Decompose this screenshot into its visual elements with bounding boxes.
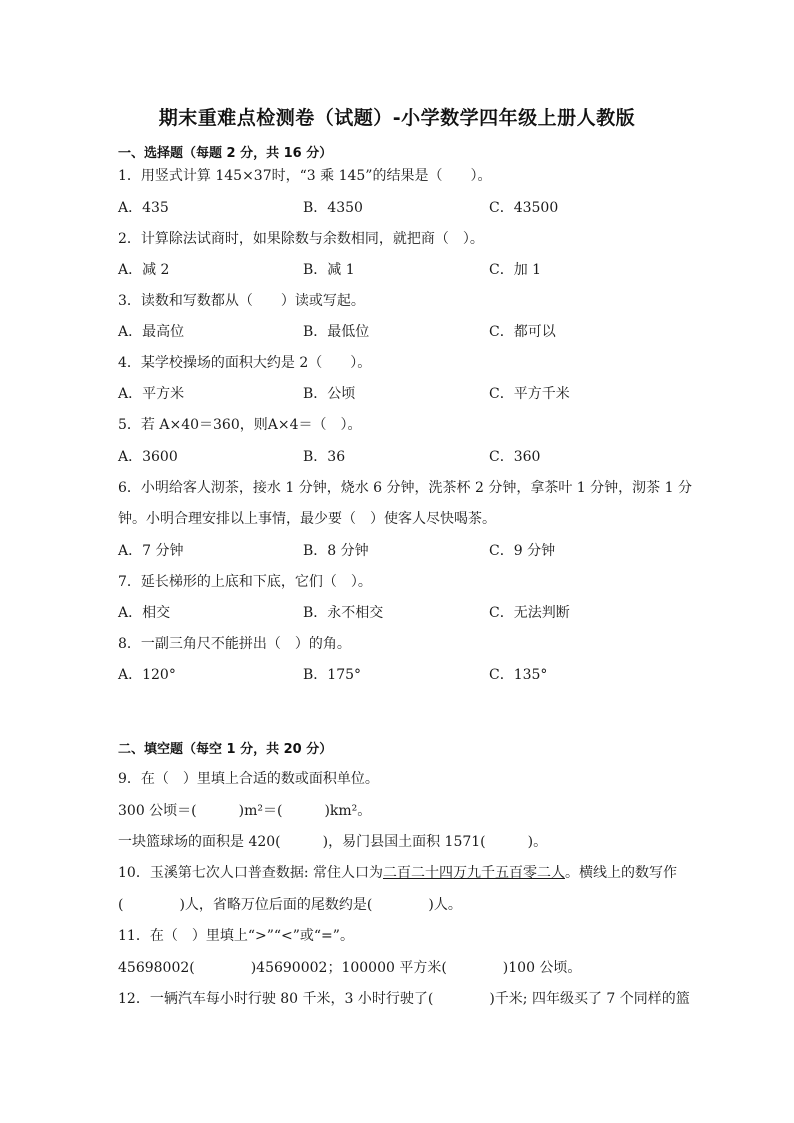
option-c: C．43500 — [489, 200, 559, 216]
question-1: 1．用竖式计算 145×37时，“3 乘 145”的结果是（ ）。 — [118, 168, 492, 184]
option-a: A．3600 — [118, 449, 178, 465]
option-a: A．435 — [118, 200, 169, 216]
page-title: 期末重难点检测卷（试题）-小学数学四年级上册人教版 — [158, 107, 636, 129]
option-b: B．减 1 — [303, 262, 355, 278]
option-b: B．175° — [303, 667, 362, 683]
option-c: C．135° — [489, 667, 548, 683]
option-b: B．36 — [303, 449, 346, 465]
option-a: A．减 2 — [118, 262, 170, 278]
question-10 — [118, 862, 677, 882]
question-5-options — [118, 446, 718, 466]
question-1-options — [118, 197, 718, 217]
option-b: B．公顷 — [303, 386, 356, 402]
question-9: 9．在（ ）里填上合适的数或面积单位。 — [118, 771, 379, 787]
question-3-options — [118, 321, 718, 341]
option-c: C．加 1 — [489, 262, 542, 278]
question-6: 6．小明给客人沏茶，接水 1 分钟，烧水 6 分钟，洗茶杯 2 分钟，拿茶叶 1 分钟，沏茶 1 分 — [118, 480, 692, 496]
question-5: 5．若 A×40＝360，则A×4＝（ ）。 — [118, 417, 362, 433]
question-12: 12．一辆汽车每小时行驶 80 千米，3 小时行驶了( )千米; 四年级买了 7 个同样的篮 — [118, 991, 690, 1007]
question-2-options — [118, 259, 718, 279]
option-c: C．都可以 — [489, 324, 556, 340]
option-c: C．平方千米 — [489, 386, 570, 402]
question-7: 7．延长梯形的上底和下底，它们（ ）。 — [118, 574, 372, 590]
option-a: A．120° — [118, 667, 176, 683]
question-10-underlined-number: 二百二十四万九千五百零二人 — [382, 865, 565, 881]
option-c: C．360 — [489, 449, 541, 465]
question-10-line-2: ( )人，省略万位后面的尾数约是( )人。 — [118, 897, 462, 913]
section-heading-fill: 二、填空题（每空 1 分，共 20 分） — [118, 742, 333, 757]
option-b: B．最低位 — [303, 324, 370, 340]
option-b: B．4350 — [303, 200, 363, 216]
question-6-continued: 钟。小明合理安排以上事情，最少要（ ）使客人尽快喝茶。 — [118, 511, 496, 527]
question-6-options — [118, 540, 718, 560]
option-b: B．8 分钟 — [303, 543, 369, 559]
question-2: 2．计算除法试商时，如果除数与余数相同，就把商（ ）。 — [118, 231, 484, 247]
option-c: C．9 分钟 — [489, 543, 556, 559]
question-8: 8．一副三角尺不能拼出（ ）的角。 — [118, 636, 351, 652]
question-9-line-1: 300 公顷＝( )m²＝( )km²。 — [118, 803, 372, 819]
question-4-options — [118, 383, 718, 403]
question-11-line-1: 45698002( )45690002；100000 平方米( )100 公顷。 — [118, 960, 582, 976]
question-7-options — [118, 602, 718, 622]
option-a: A．相交 — [118, 605, 171, 621]
option-b: B．永不相交 — [303, 605, 384, 621]
question-11: 11．在（ ）里填上“>”“<”或“=”。 — [118, 928, 354, 944]
question-10-suffix: 。横线上的数写作 — [564, 865, 677, 881]
option-c: C．无法判断 — [489, 605, 570, 621]
question-8-options — [118, 664, 718, 684]
question-3: 3．读数和写数都从（ ）读或写起。 — [118, 293, 365, 309]
option-a: A．最高位 — [118, 324, 185, 340]
question-10-prefix: 10．玉溪第七次人口普查数据: 常住人口为 — [118, 865, 383, 881]
option-a: A．7 分钟 — [118, 543, 184, 559]
option-a: A．平方米 — [118, 386, 185, 402]
question-9-line-2: 一块篮球场的面积是 420( )，易门县国土面积 1571( )。 — [118, 834, 548, 850]
section-heading-choice: 一、选择题（每题 2 分，共 16 分） — [118, 146, 333, 161]
question-4: 4．某学校操场的面积大约是 2（ ）。 — [118, 355, 372, 371]
